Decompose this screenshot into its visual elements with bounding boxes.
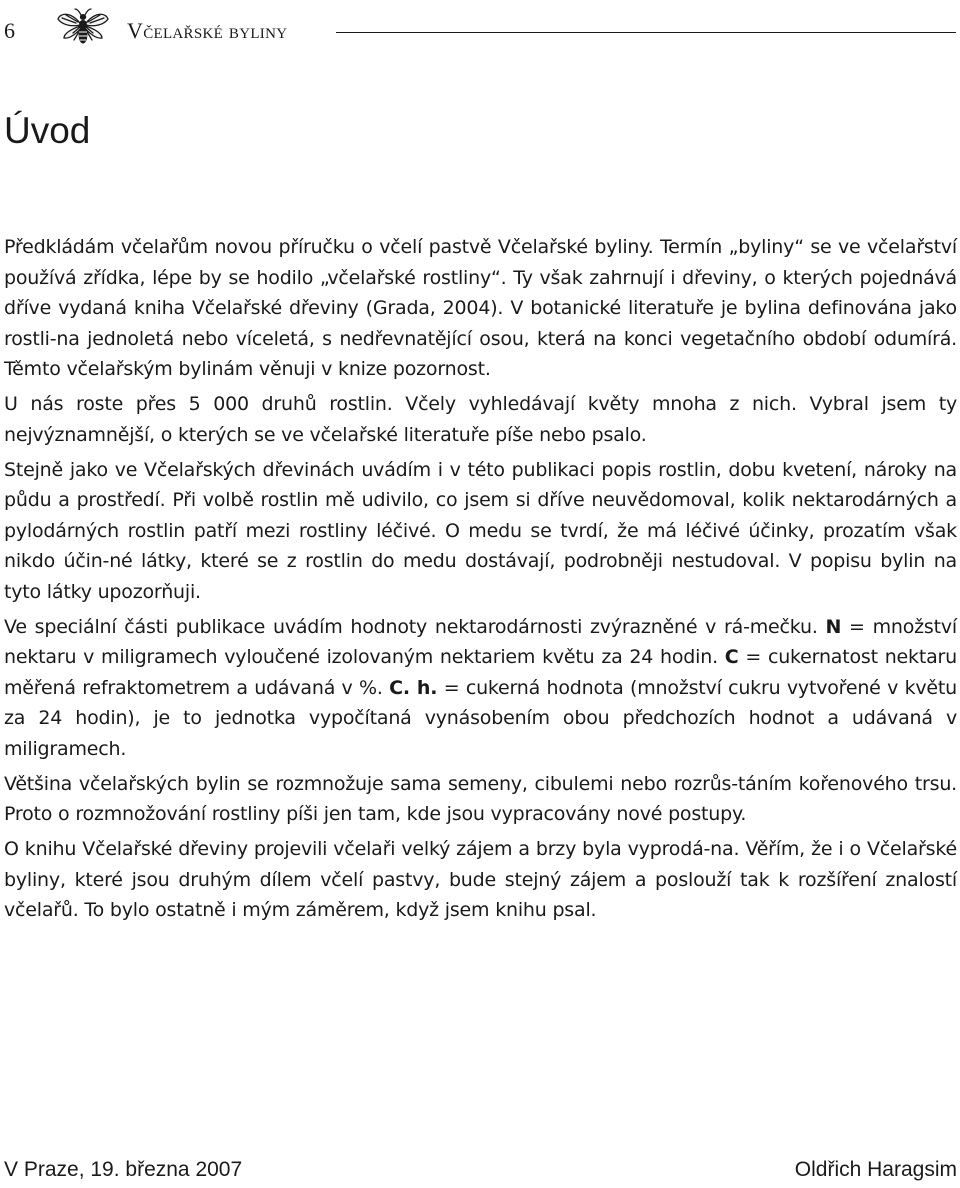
bold-term: C [724,646,739,668]
text-run: O knihu Včelařské dřeviny projevili včelaři velký zájem a brzy byla vyprodá-na. Věřím, že i o Včelařské byliny, které jsou druhým dílem včelí pastvy, bude stejný zájem a poslouží tak k rozšíření znalostí včelařů. To bylo ostatně i mým záměrem, když jsem knihu psal. [4,838,957,921]
paragraph [4,389,957,450]
chapter-title: Úvod [4,110,91,151]
bold-term: C. h. [389,676,438,699]
text-run: Ve speciální části publikace uvádím hodnoty nektarodárnosti zvýrazněné v rá-mečku. [4,615,826,638]
page-header [0,6,960,46]
author-name: Oldřich Haragsim [794,1158,957,1181]
text-run: Většina včelařských bylin se rozmnožuje sama semeny, cibulemi nebo rozrůs-táním kořenového trsu. Proto o rozmnožování rostliny píši jen tam, kde jsou vypracovány nové postupy. [4,772,957,825]
header-rule [336,32,956,33]
text-run: U nás roste přes 5 000 druhů rostlin. Včely vyhledávají květy mnoha z nich. Vybral jsem ty nejvýznamnější, o kterých se ve včelařské literatuře píše nebo psalo. [4,393,957,446]
bee-icon [56,7,110,47]
paragraph [4,834,957,926]
paragraph [4,612,957,765]
page-number: 6 [4,18,15,43]
bold-term: N [825,615,842,638]
body-text [4,232,957,930]
text-run: Předkládám včelařům novou příručku o včelí pastvě Včelařské byliny. Termín „byliny“ se ve včelařství používá zřídka, lépe by se hodilo „včelařské rostliny“. Ty však zahrnují i dřeviny, o kterých pojednává dříve vydaná kniha Včelařské dřeviny (Grada, 2004). V botanické literatuře je bylina definována jako rostli-na jednoletá nebo víceletá, s nedřevnatějící osou, která na konci vegetačního období odumírá. Těmto včelařským bylinám věnuji v knize pozornost. [4,236,957,380]
running-title: Včelařské byliny [127,18,288,43]
paragraph [4,769,957,830]
text-run: Stejně jako ve Včelařských dřevinách uvádím i v této publikaci popis rostlin, dobu kvetení, nároky na půdu a prostředí. Při volbě rostlin mě udivilo, co jsem si dříve neuvědomoval, kolik nektarodárných a pylodárných rostlin patří mezi rostliny léčivé. O medu se tvrdí, že má léčivé účinky, prozatím však nikdo účin-né látky, které se z rostlin do medu dostávají, podrobněji nestudoval. V popisu bylin na tyto látky upozorňuji. [4,458,957,603]
place-date: V Praze, 19. března 2007 [4,1158,243,1181]
text-run: = množství nektaru v miligramech vyloučené izolovaným nektariem květu za 24 hodin. [4,615,957,668]
paragraph [4,455,957,608]
text-run: = cukerná hodnota (množství cukru vytvořené v květu za 24 hodin), je to jednotka vypočítaná vynásobením obou předchozích hodnot a udávaná v miligramech. [4,676,957,760]
text-run: = cukernatost nektaru měřená refraktometrem a udávaná v %. [4,646,957,699]
paragraph [4,232,957,385]
